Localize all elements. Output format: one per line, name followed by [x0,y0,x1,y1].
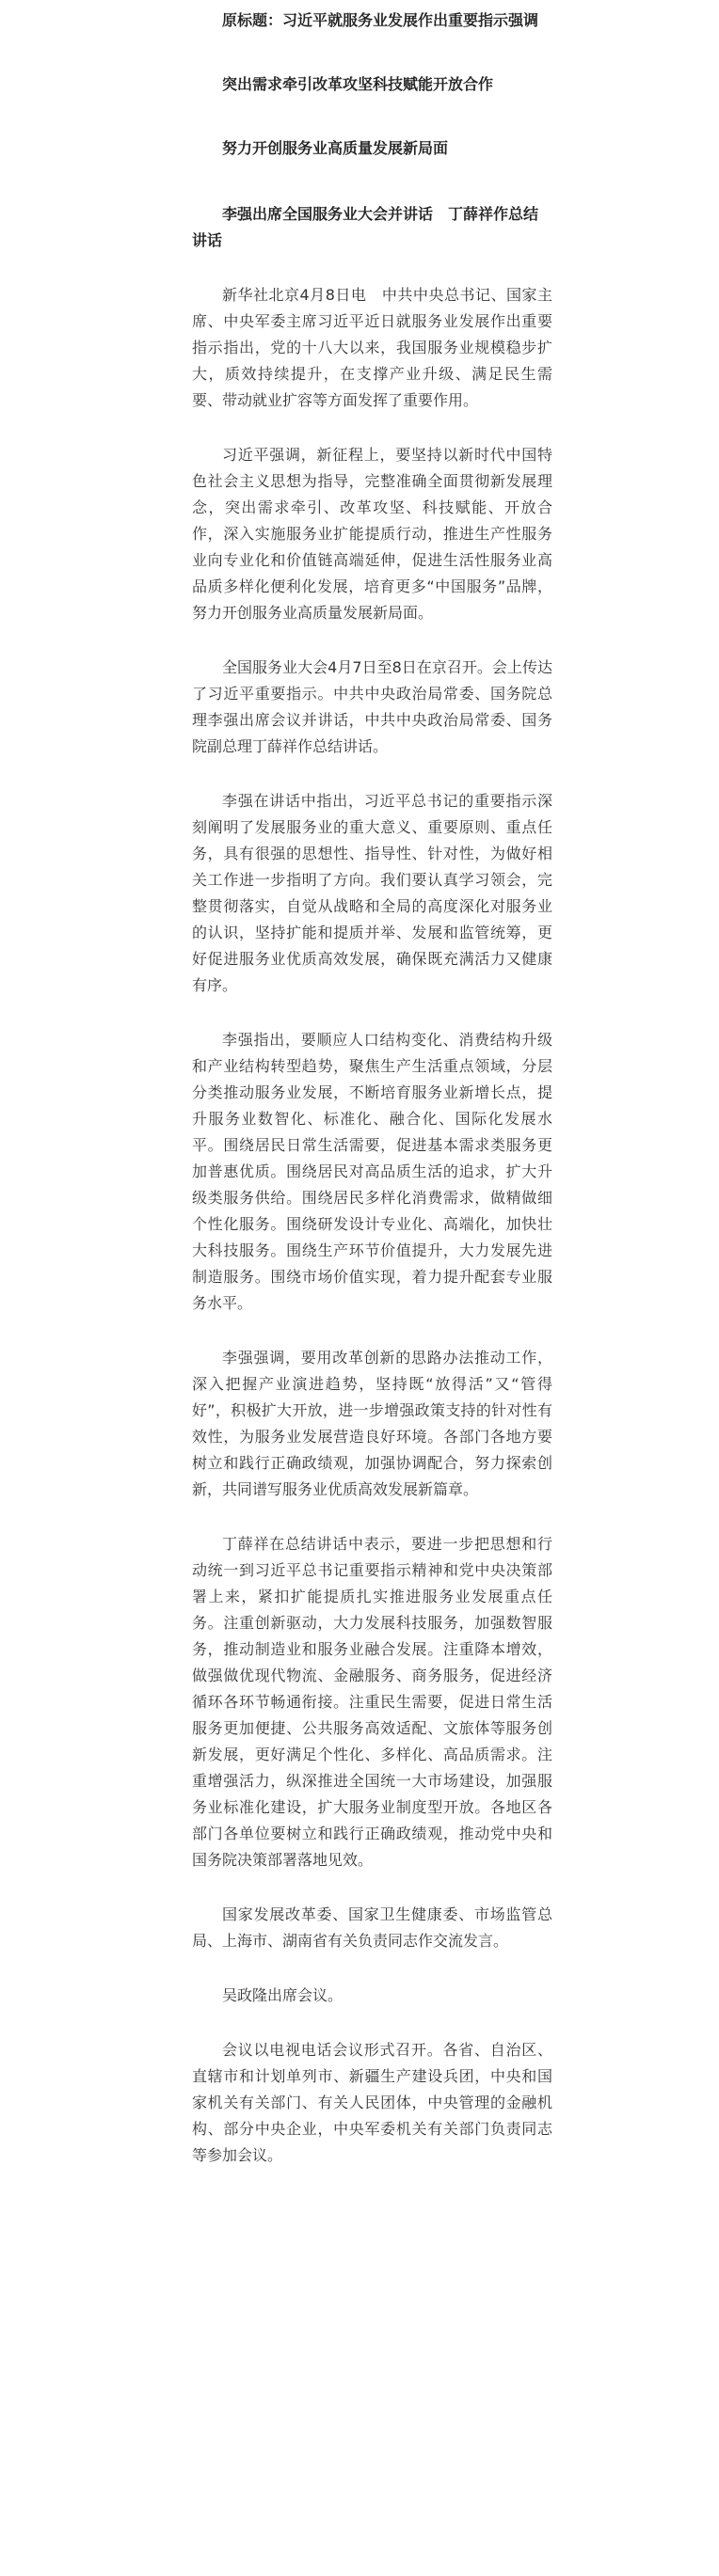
paragraph-9: 吴政隆出席会议。 [222,1986,344,2004]
paragraph-2: 习近平强调，新征程上，要坚持以新时代中国特色社会主义思想为指导，完整准确全面贯彻新发展理念，突出需求牵引、改革攻坚、科技赋能、开放合作，深入实施服务业扩能提质行动，推进生产性服务业向专业化和价值链高端延伸，促进生活性服务业高品质多样化便利化发展，培育更多“中国服务”品牌，努力开创服务业高质量发展新局面。 [192,446,552,622]
paragraph-6: 李强强调，要用改革创新的思路办法推动工作，深入把握产业演进趋势，坚持既“放得活”又“管得好”，积极扩大开放，进一步增强政策支持的针对性有效性，为服务业发展营造良好环境。各部门各地方要树立和践行正确政绩观，加强协调配合，努力探索创新，共同谱写服务业优质高效发展新篇章。 [192,1349,552,1498]
headline-block [192,0,552,254]
subtitle-3: 李强出席全国服务业大会并讲话 丁薛祥作总结讲话 [192,205,539,249]
subtitle-1: 突出需求牵引改革攻坚科技赋能开放合作 [222,75,494,93]
paragraph-3: 全国服务业大会4月7日至8日在京召开。会上传达了习近平重要指示。中共中央政治局常委、国务院总理李强出席会议并讲话，中共中央政治局常委、国务院副总理丁薛祥作总结讲话。 [192,658,552,755]
article-body [192,0,552,2197]
paragraph-10: 会议以电视电话会议形式召开。各省、自治区、直辖市和计划单列市、新疆生产建设兵团，中央和国家机关有关部门、有关人民团体，中央管理的金融机构、部分中央企业，中央军委机关有关部门负责同志等参加会议。 [192,2041,552,2164]
paragraph-5: 李强指出，要顺应人口结构变化、消费结构升级和产业结构转型趋势，聚焦生产生活重点领域，分层分类推动服务业发展，不断培育服务业新增长点，提升服务业数智化、标准化、融合化、国际化发展水平。围绕居民日常生活需要，促进基本需求类服务更加普惠优质。围绕居民对高品质生活的追求，扩大升级类服务供给。围绕居民多样化消费需求，做精做细个性化服务。围绕研发设计专业化、高端化，加快壮大科技服务。围绕生产环节价值提升，大力发展先进制造服务。围绕市场价值实现，着力提升配套专业服务水平。 [192,1031,552,1312]
subtitle-2: 努力开创服务业高质量发展新局面 [222,139,449,157]
paragraph-7: 丁薛祥在总结讲话中表示，要进一步把思想和行动统一到习近平总书记重要指示精神和党中央决策部署上来，紧扣扩能提质扎实推进服务业发展重点任务。注重创新驱动，大力发展科技服务，加强数智服务，推动制造业和服务业融合发展。注重降本增效，做强做优现代物流、金融服务、商务服务，促进经济循环各环节畅通衔接。注重民生需要，促进日常生活服务更加便捷、公共服务高效适配、文旅体等服务创新发展，更好满足个性化、多样化、高品质需求。注重增强活力，纵深推进全国统一大市场建设，加强服务业标准化建设，扩大服务业制度型开放。各地区各部门各单位要树立和践行正确政绩观，推动党中央和国务院决策部署落地见效。 [192,1535,552,1869]
paragraph-4: 李强在讲话中指出，习近平总书记的重要指示深刻阐明了发展服务业的重大意义、重要原则、重点任务，具有很强的思想性、指导性、针对性，为做好相关工作进一步指明了方向。我们要认真学习领会，完整贯彻落实，自觉从战略和全局的高度深化对服务业的认识，坚持扩能和提质并举、发展和监管统筹，更好促进服务业优质高效发展，确保既充满活力又健康有序。 [192,792,552,994]
paragraph-1: 新华社北京4月8日电 中共中央总书记、国家主席、中央军委主席习近平近日就服务业发展作出重要指示指出，党的十八大以来，我国服务业规模稳步扩大，质效持续提升，在支撑产业升级、满足民生需要、带动就业扩容等方面发挥了重要作用。 [192,286,552,409]
paragraph-8: 国家发展改革委、国家卫生健康委、市场监管总局、上海市、湖南省有关负责同志作交流发言。 [192,1905,552,1950]
original-title: 原标题：习近平就服务业发展作出重要指示强调 [222,11,539,29]
